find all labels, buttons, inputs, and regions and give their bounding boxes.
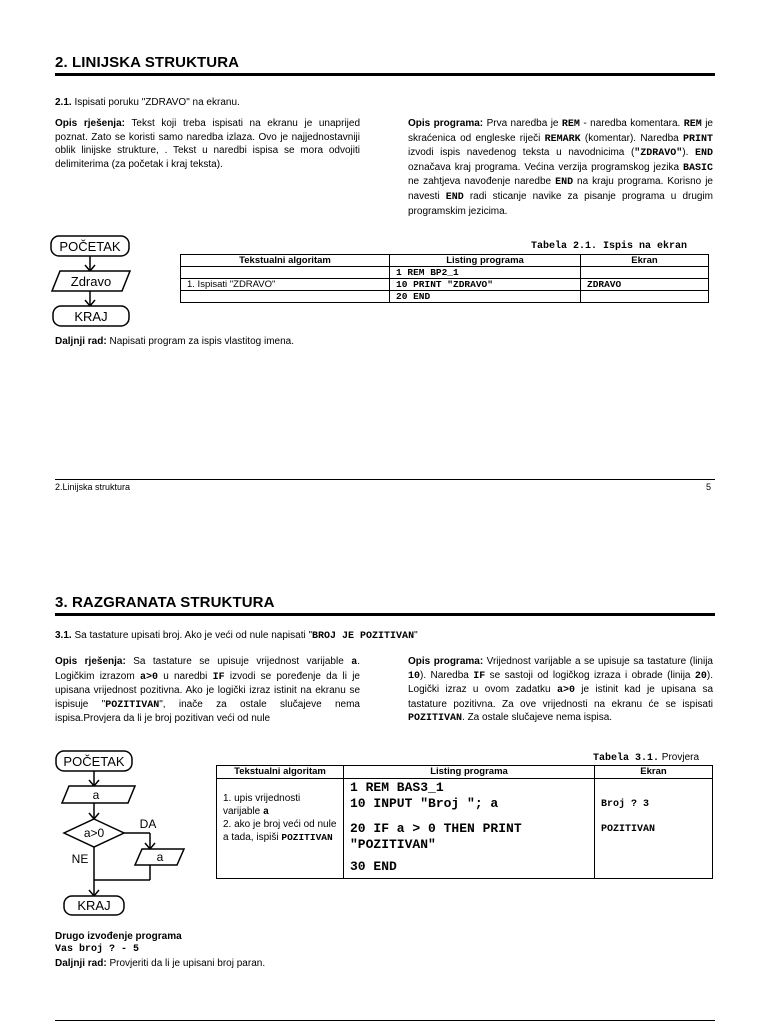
text-run: u naredbi xyxy=(157,670,213,682)
flow-decision-label: a>0 xyxy=(83,826,105,840)
caption-text: Provjera xyxy=(661,752,700,763)
second-run-output: Vas broj ? - 5 xyxy=(55,944,140,955)
footer-rule xyxy=(55,479,715,480)
table-cell-algorithm xyxy=(217,779,344,879)
code-run: a xyxy=(351,657,358,668)
task-text: Ispisati poruku "ZDRAVO" na ekranu. xyxy=(71,97,240,108)
code-run: "ZDRAVO" xyxy=(634,148,683,160)
listing-line: 10 INPUT "Broj "; a xyxy=(350,795,499,811)
table-row xyxy=(181,279,709,291)
flow-yes-label: DA xyxy=(139,817,157,831)
text-run: . Za ostale slučajeve nema ispisa. xyxy=(462,712,613,724)
code-run: END xyxy=(555,177,574,189)
solution-label: Opis rješenja: xyxy=(55,656,126,667)
solution-description xyxy=(55,117,360,171)
text-run: ). Logički izraz u ovom zadatku xyxy=(408,669,713,696)
text-run: izvodi ispis navedenog teksta u navodnicima ( xyxy=(408,147,635,159)
text-run: ", inače za ostale slučajeve nema ispisa.Provjera da li je broj pozitivan veći od nule xyxy=(55,698,360,725)
text-run: je skraćenica od engleske riječi xyxy=(408,118,713,144)
code-run: END xyxy=(445,191,464,203)
alg-var: a xyxy=(263,806,270,818)
text-run: . Logičkim izrazom xyxy=(55,656,360,682)
further-work-label: Daljnji rad: xyxy=(55,336,107,347)
text-run: ). Naredba xyxy=(420,669,474,681)
code-run: IF xyxy=(473,670,486,682)
program-table xyxy=(180,254,709,303)
text-run: se sastoji od logičkog izraza i obrade (linija xyxy=(485,669,695,681)
table-row xyxy=(181,291,709,303)
footer-rule xyxy=(55,1020,715,1021)
table-header-row xyxy=(217,766,713,779)
text-run: Prva naredba je xyxy=(483,118,562,129)
table-cell: 20 END xyxy=(390,291,581,303)
table-cell: ZDRAVO xyxy=(581,279,709,291)
program-description xyxy=(408,655,713,726)
text-run: (komentar). Naredba xyxy=(580,132,683,144)
further-work-label: Daljnji rad: xyxy=(55,958,107,969)
task-text-end: " xyxy=(414,630,418,641)
code-run: BASIC xyxy=(682,162,713,174)
table-header-row xyxy=(181,255,709,267)
table-header: Listing programa xyxy=(344,766,595,779)
table-row xyxy=(217,779,713,879)
table-cell xyxy=(181,291,390,303)
table-row xyxy=(181,267,709,279)
text-run: na kraju programa. Korisno je navesti xyxy=(408,176,713,202)
screen-line: Broj ? 3 xyxy=(601,799,650,810)
section-title: 3. RAZGRANATA STRUKTURA xyxy=(55,594,275,611)
text-run: radi sticanje navike za pisanje programa u drugim programskim jezicima. xyxy=(408,190,714,217)
task-text: Sa tastature upisati broj. Ako je veći od nule napisati " xyxy=(71,630,313,641)
flow-start-label: POČETAK xyxy=(63,754,125,769)
listing-line: 20 IF a > 0 THEN PRINT "POZITIVAN" xyxy=(350,821,522,852)
text-run: je istinit kad je upisana sa tastature pozitivna. Za ove vrijednosti na ekranu će se ispisati xyxy=(408,684,714,710)
program-label: Opis programa: xyxy=(408,118,484,129)
text-run: označava kraj programa. Većina verzija programskog jezika xyxy=(408,161,683,173)
further-work-text: Provjeriti da li je upisani broj paran. xyxy=(106,958,266,969)
table-cell: 10 PRINT "ZDRAVO" xyxy=(390,279,581,291)
table-header: Listing programa xyxy=(390,255,581,267)
task-statement xyxy=(55,629,515,644)
flow-start-label: POČETAK xyxy=(59,239,121,254)
title-rule xyxy=(55,73,715,76)
table-cell: 1. Ispisati "ZDRAVO" xyxy=(181,279,390,291)
further-work-text: Napisati program za ispis vlastitog imena. xyxy=(106,336,294,347)
code-run: 10 xyxy=(408,670,421,682)
task-number: 3.1. xyxy=(55,630,72,641)
table-header: Ekran xyxy=(581,255,709,267)
code-run: POZITIVAN xyxy=(105,699,160,711)
text-run: Sa tastature se upisuje vrijednost varijable xyxy=(125,656,352,667)
page-number: 5 xyxy=(706,482,712,492)
program-label: Opis programa: xyxy=(408,656,484,667)
alg-step-2: 2. ako je broj veći od nule a tada, ispiši xyxy=(223,819,337,843)
code-run: REMARK xyxy=(544,133,581,145)
table-header: Ekran xyxy=(595,766,713,779)
code-run: REM xyxy=(561,119,580,130)
flowchart-linear xyxy=(48,232,138,332)
text-run: Vrijednost varijable a se upisuje sa tastature (linija xyxy=(483,656,713,667)
table-cell xyxy=(581,291,709,303)
flow-output-label: a xyxy=(156,850,164,864)
table-cell-listing xyxy=(344,779,595,879)
table-cell-screen xyxy=(595,779,713,879)
title-rule xyxy=(55,613,715,616)
code-run: PRINT xyxy=(682,133,713,145)
second-run-label: Drugo izvođenje programa xyxy=(55,931,182,942)
section-title: 2. LINIJSKA STRUKTURA xyxy=(55,54,240,71)
solution-label: Opis rješenja: xyxy=(55,118,125,129)
flow-end-label: KRAJ xyxy=(74,309,108,324)
program-table xyxy=(216,765,713,879)
flowchart-branching xyxy=(50,748,190,920)
task-code: BROJ JE POZITIVAN xyxy=(312,631,415,642)
flow-output-label: Zdravo xyxy=(70,274,112,289)
code-run: REM xyxy=(683,119,702,130)
flow-end-label: KRAJ xyxy=(77,898,111,913)
task-statement xyxy=(55,96,375,110)
table-cell xyxy=(581,267,709,279)
table-header: Tekstualni algoritam xyxy=(181,255,390,267)
alg-step-1: 1. upis vrijednosti varijable xyxy=(223,793,301,817)
flow-no-label: NE xyxy=(71,852,89,866)
screen-line: POZITIVAN xyxy=(601,824,656,835)
table-cell: 1 REM BP2_1 xyxy=(390,267,581,279)
text-run: izvodi se poređenje da li je upisana vrijednost pozitivna. Ako je logički izraz istinit na ekranu se ispisuje " xyxy=(55,670,360,710)
code-run: 20 xyxy=(694,670,707,682)
code-run: END xyxy=(695,148,714,160)
text-run: ne zahtjeva navođenje naredbe xyxy=(408,176,556,188)
alg-code: POZITIVAN xyxy=(281,831,333,843)
table-caption xyxy=(593,752,699,764)
caption-code: Tabela 3.1. xyxy=(593,753,660,764)
code-run: POZITIVAN xyxy=(408,713,463,725)
task-number: 2.1. xyxy=(55,97,72,108)
further-work xyxy=(55,957,455,971)
solution-text: Tekst koji treba ispisati na ekranu je unaprijed poznat. Zato se koristi samo naredba izlaza. Ovo je najjednostavniji oblik linijske strukture, . Tekst u naredbi ispisa se mora odvojiti delimiterima (za početak i kraj teksta). xyxy=(55,118,361,170)
footer-section-name: 2.Linijska struktura xyxy=(55,482,131,492)
table-header: Tekstualni algoritam xyxy=(217,766,344,779)
code-run: a>0 xyxy=(139,671,158,683)
text-run: ). xyxy=(682,147,695,159)
code-run: IF xyxy=(212,671,225,683)
table-caption: Tabela 2.1. Ispis na ekran xyxy=(531,241,688,252)
flow-input-label: a xyxy=(92,788,100,802)
program-description xyxy=(408,117,713,218)
further-work xyxy=(55,335,455,349)
listing-line: 30 END xyxy=(350,859,397,874)
code-run: a>0 xyxy=(556,685,575,697)
listing-line: 1 REM BAS3_1 xyxy=(350,780,444,795)
solution-description xyxy=(55,655,360,726)
text-run: - naredba komentara. xyxy=(579,118,684,129)
table-cell xyxy=(181,267,390,279)
